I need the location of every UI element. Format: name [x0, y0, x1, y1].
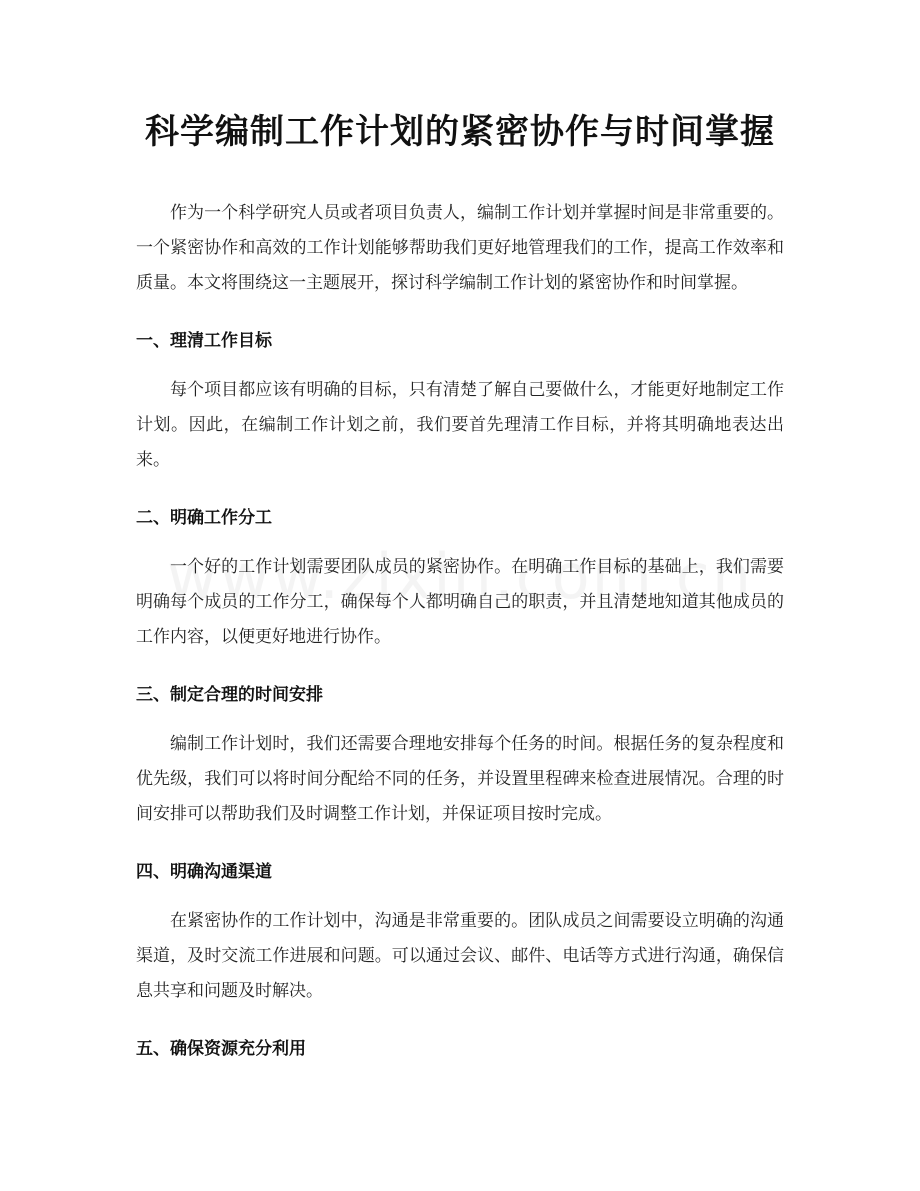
section-heading-5: 五、确保资源充分利用: [136, 1039, 306, 1059]
section-heading-4: 四、明确沟通渠道: [136, 862, 272, 882]
section-heading-2: 二、明确工作分工: [136, 508, 272, 528]
section-body-1: 每个项目都应该有明确的目标，只有清楚了解自己要做什么，才能更好地制定工作计划。因此，在编制工作计划之前，我们要首先理清工作目标，并将其明确地表达出来。: [136, 380, 784, 470]
section-body-2: 一个好的工作计划需要团队成员的紧密协作。在明确工作目标的基础上，我们需要明确每个成员的工作分工，确保每个人都明确自己的职责，并且清楚地知道其他成员的工作内容，以便更好地进行协作。: [136, 557, 784, 647]
document-title: 科学编制工作计划的紧密协作与时间掌握: [145, 112, 775, 152]
section-heading-1: 一、理清工作目标: [136, 331, 272, 351]
section-heading-3: 三、制定合理的时间安排: [136, 685, 323, 705]
section-body-4: 在紧密协作的工作计划中，沟通是非常重要的。团队成员之间需要设立明确的沟通渠道，及时交流工作进展和问题。可以通过会议、邮件、电话等方式进行沟通，确保信息共享和问题及时解决。: [136, 911, 784, 1001]
intro-paragraph: 作为一个科学研究人员或者项目负责人，编制工作计划并掌握时间是非常重要的。一个紧密协作和高效的工作计划能够帮助我们更好地管理我们的工作，提高工作效率和质量。本文将围绕这一主题展开，探讨科学编制工作计划的紧密协作和时间掌握。: [136, 203, 784, 293]
section-body-3: 编制工作计划时，我们还需要合理地安排每个任务的时间。根据任务的复杂程度和优先级，我们可以将时间分配给不同的任务，并设置里程碑来检查进展情况。合理的时间安排可以帮助我们及时调整工作计划，并保证项目按时完成。: [136, 734, 784, 824]
